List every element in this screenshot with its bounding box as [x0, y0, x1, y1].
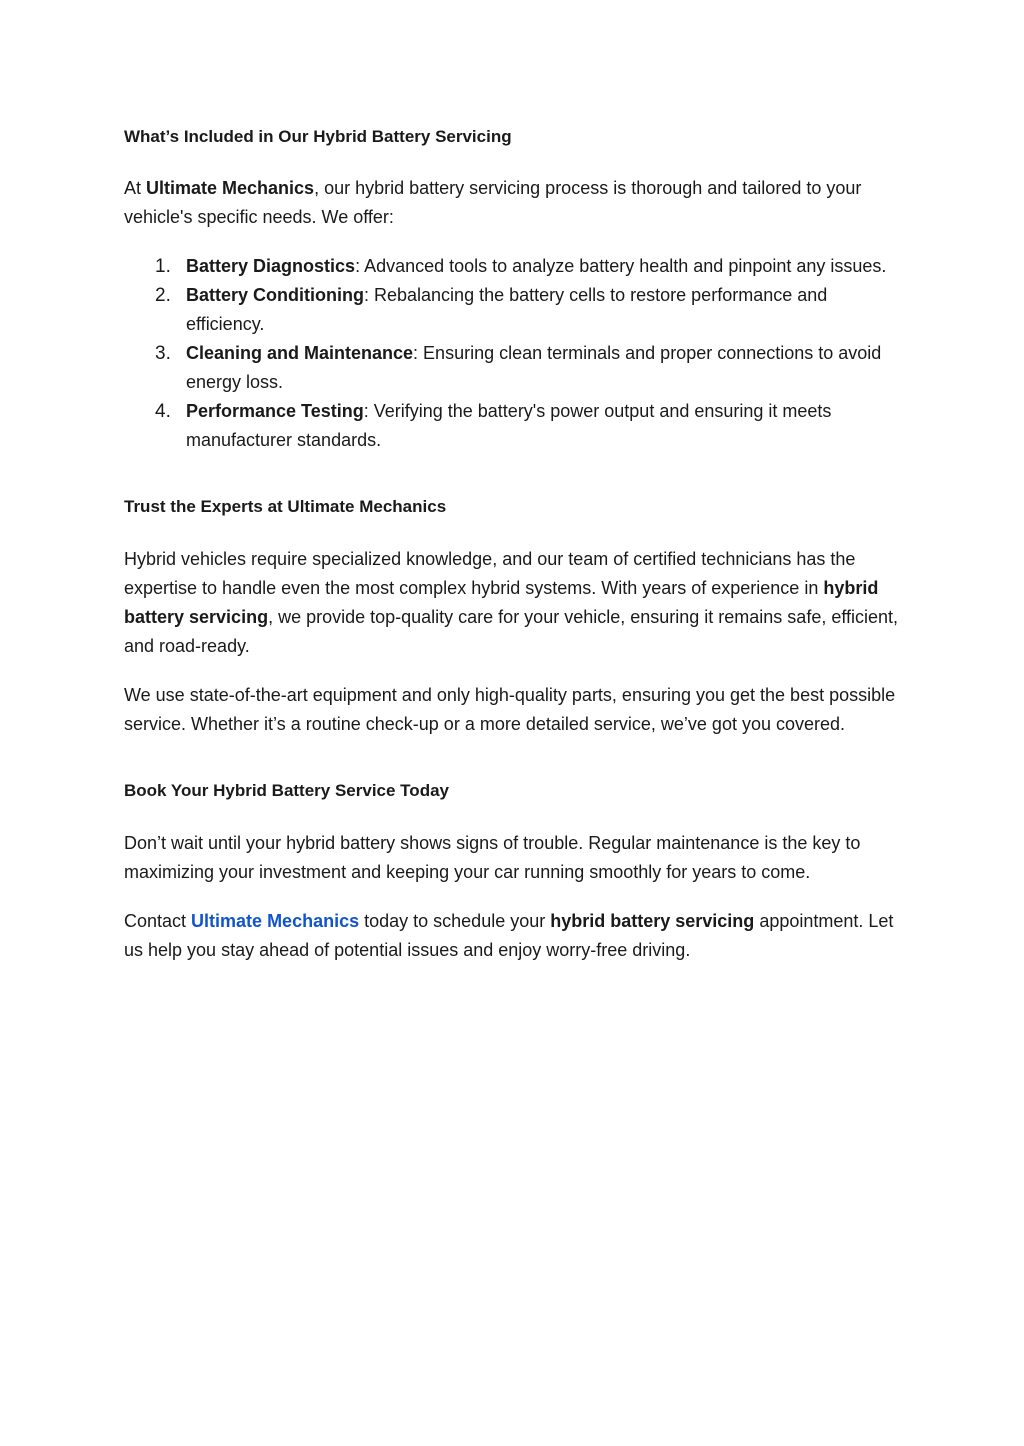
trust-paragraph-2: We use state-of-the-art equipment and only high-quality parts, ensuring you get the best possible service. Whether it’s a routine check-up or a more detailed service, we’ve got you covered.: [124, 685, 896, 734]
list-item-title: Performance Testing: [186, 401, 364, 421]
list-item-desc: : Rebalancing the battery cells to restore performance and efficiency.: [186, 285, 828, 334]
contact-bold-phrase: hybrid battery servicing: [550, 911, 755, 931]
contact-text-mid: today to schedule your: [359, 911, 551, 931]
list-item: [124, 397, 904, 455]
list-item-desc: : Advanced tools to analyze battery health and pinpoint any issues.: [355, 256, 887, 276]
section-heading-included: What’s Included in Our Hybrid Battery Servicing: [124, 127, 512, 146]
book-paragraph-2: [124, 907, 904, 965]
ultimate-mechanics-link[interactable]: Ultimate Mechanics: [191, 911, 360, 931]
trust-text-post: , we provide top-quality care for your vehicle, ensuring it remains safe, efficient, and road-ready.: [124, 607, 899, 656]
list-item-desc: : Verifying the battery's power output and ensuring it meets manufacturer standards.: [186, 401, 832, 450]
list-number: 4.: [155, 401, 171, 422]
intro-paragraph: [124, 174, 904, 232]
list-item: [124, 339, 904, 397]
intro-text-post: , our hybrid battery servicing process is thorough and tailored to your vehicle's specific needs. We offer:: [124, 178, 862, 227]
trust-bold-phrase: hybrid battery servicing: [124, 578, 879, 627]
list-item-title: Battery Conditioning: [186, 285, 364, 305]
service-list: [124, 252, 904, 455]
list-number: 2.: [155, 285, 171, 306]
list-number: 3.: [155, 343, 171, 364]
book-paragraph-1: Don’t wait until your hybrid battery shows signs of trouble. Regular maintenance is the key to maximizing your investment and keeping your car running smoothly for years to come.: [124, 833, 861, 882]
list-item-desc: : Ensuring clean terminals and proper connections to avoid energy loss.: [186, 343, 882, 392]
intro-company-name: Ultimate Mechanics: [146, 178, 315, 198]
contact-text-post: appointment. Let us help you stay ahead of potential issues and enjoy worry-free driving.: [124, 911, 894, 960]
list-item: [124, 281, 904, 339]
contact-text-pre: Contact: [124, 911, 192, 931]
trust-paragraph-1: [124, 545, 904, 661]
trust-text-pre: Hybrid vehicles require specialized knowledge, and our team of certified technicians has the expertise to handle even the most complex hybrid systems. With years of experience in: [124, 549, 856, 598]
list-item-title: Cleaning and Maintenance: [186, 343, 414, 363]
intro-text-pre: At: [124, 178, 147, 198]
section-heading-book: Book Your Hybrid Battery Service Today: [124, 781, 449, 800]
list-number: 1.: [155, 256, 171, 277]
list-item-title: Battery Diagnostics: [186, 256, 356, 276]
section-heading-trust: Trust the Experts at Ultimate Mechanics: [124, 497, 447, 516]
list-item: [124, 252, 904, 281]
